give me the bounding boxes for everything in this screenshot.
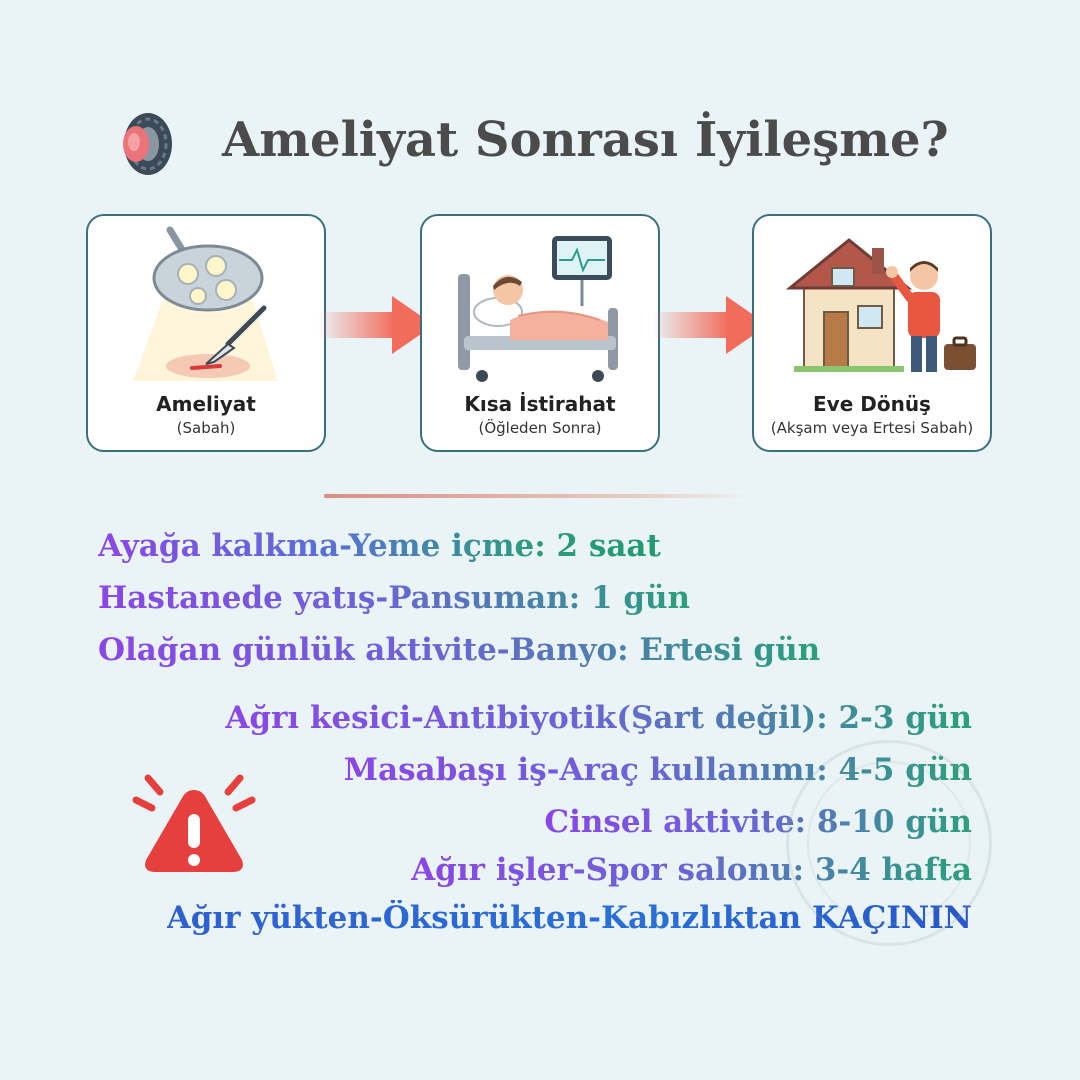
surgery-illustration: [88, 216, 324, 386]
timeline-item: Olağan günlük aktivite-Banyo: Ertesi gün: [98, 632, 821, 668]
warning-text: Ağır yükten-Öksürükten-Kabızlıktan KAÇININ: [166, 900, 972, 936]
stage-title: Kısa İstirahat: [464, 392, 616, 416]
stage-card-home: [752, 214, 992, 452]
title-row: [110, 108, 990, 180]
suitcase-icon: [944, 338, 976, 370]
rest-illustration: [422, 216, 658, 386]
timeline-item: Masabaşı iş-Araç kullanımı: 4-5 gün: [343, 752, 972, 788]
divider: [324, 494, 754, 498]
stage-subtitle: (Akşam veya Ertesi Sabah): [770, 419, 974, 437]
stage-title: Ameliyat: [156, 392, 256, 416]
stage-title: Eve Dönüş: [813, 392, 931, 416]
page-title: Ameliyat Sonrası İyileşme?: [222, 112, 949, 168]
stage-subtitle: (Sabah): [176, 419, 236, 437]
stage-subtitle: (Öğleden Sonra): [478, 419, 602, 437]
home-illustration: [754, 216, 990, 386]
house-icon: [790, 240, 908, 372]
timeline-item: Ağır işler-Spor salonu: 3-4 hafta: [411, 852, 972, 888]
surgical-lamp-icon: [154, 230, 262, 310]
timeline-item: Ağrı kesici-Antibiyotik(Şart değil): 2-3 gün: [225, 700, 972, 736]
heart-monitor-icon: [552, 236, 612, 306]
stage-card-rest: [420, 214, 660, 452]
stamp-watermark: [786, 740, 992, 946]
warning-icon: [124, 768, 264, 878]
timeline-item: Cinsel aktivite: 8-10 gün: [544, 804, 972, 840]
timeline-item: Ayağa kalkma-Yeme içme: 2 saat: [98, 528, 661, 564]
stage-card-surgery: [86, 214, 326, 452]
tire-icon: [110, 108, 176, 180]
timeline-item: Hastanede yatış-Pansuman: 1 gün: [98, 580, 691, 616]
hospital-bed-icon: [458, 274, 618, 382]
